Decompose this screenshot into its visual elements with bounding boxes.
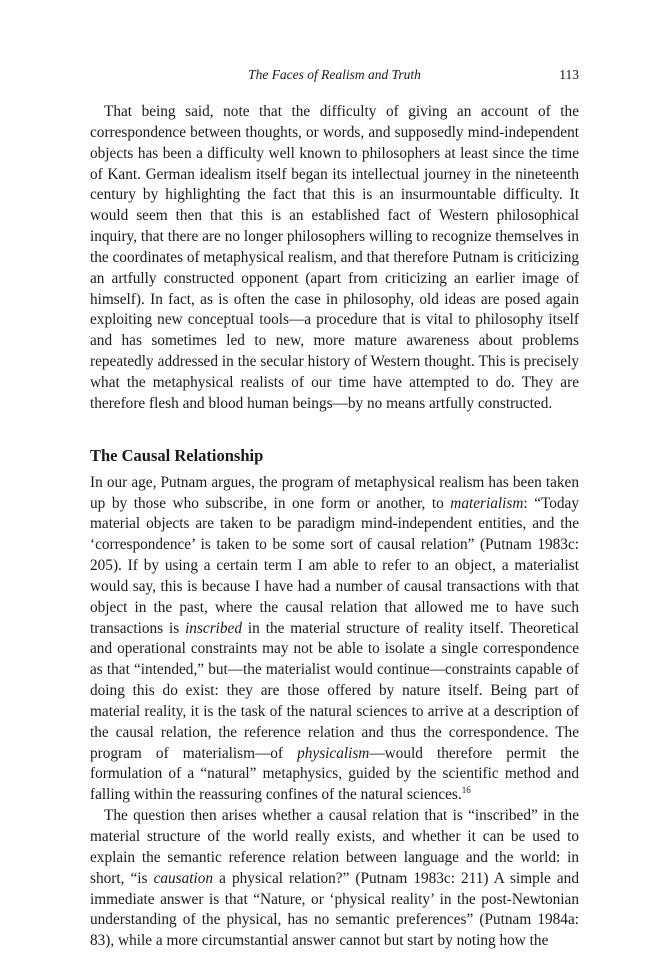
footnote-reference[interactable]: 16 <box>461 785 471 796</box>
section-heading: The Causal Relationship <box>90 445 264 465</box>
italic-term: materialism <box>450 494 524 512</box>
paragraph <box>90 473 579 807</box>
italic-term: physicalism <box>297 744 370 762</box>
running-head <box>90 64 579 86</box>
text-run: in the material structure of reality itself. Theoretical and operational constraints may not be able to isolate a single correspondence as that “intended,” but—the materialist would continue—constraints capable of doing this do exist: they are those offered by nature itself. Being part of material reality, it is the task of the natural sciences to arrive at a description of the causal relation, the reference relation and thus the correspondence. The program of materialism—of <box>90 619 579 762</box>
running-title: The Faces of Realism and Truth <box>248 67 421 82</box>
text-run: In our age, Putnam argues, the program of metaphysical realism has been taken up by those who subscribe, in one form or another, to <box>90 473 579 512</box>
page-number: 113 <box>559 67 579 82</box>
paragraph <box>90 806 579 952</box>
body-text <box>90 102 579 952</box>
book-page <box>90 64 579 952</box>
paragraph: That being said, note that the difficulty of giving an account of the correspondence between thoughts, or words, and supposedly mind-independent objects has been a difficulty well known to philosophers at least since the time of Kant. German idealism itself began its intellectual journey in the nineteenth century by highlighting the fact that this is an insurmountable difficulty. It would seem then that this is an established fact of Western philosophical inquiry, that there are no longer philosophers willing to recognize themselves in the coordinates of metaphysical realism, and that therefore Putnam is criticizing an artfully constructed opponent (apart from criticizing an earlier image of himself). In fact, as is often the case in philosophy, old ideas are posed again exploiting new conceptual tools—a procedure that is vital to philosophy itself and has sometimes led to new, more mature awareness about problems repeatedly addressed in the secular history of Western thought. This is precisely what the metaphysical realists of our time have attempted to do. They are therefore flesh and blood human beings—by no means artfully constructed. <box>90 103 579 412</box>
italic-term: causation <box>153 869 214 887</box>
text-run: —would therefore permit the formulation of a “natural” metaphysics, guided by the scientific method and falling within the reassuring confines of the natural sciences. <box>90 744 579 804</box>
italic-term: inscribed <box>185 619 242 637</box>
text-run: a physical relation?” (Putnam 1983c: 211) A simple and immediate answer is that “Nature, or ‘physical reality’ in the post-Newtonian understanding of the physical, has no semantic preferences” (Putnam 1984a: 83), while a more circumstantial answer cannot but start by noting how the <box>90 869 579 950</box>
text-run: The question then arises whether a causal relation that is “inscribed” in the material structure of the world really exists, and whether it can be used to explain the semantic reference relation between language and the world: in short, “is <box>90 807 579 887</box>
text-run: : “Today material objects are taken to be paradigm mind-independent entities, and the ‘correspondence’ is taken to be some sort of causal relation” (Putnam 1983c: 205). If by using a certain term I am able to refer to an object, a materialist would say, this is because I have had a number of causal transactions with that object in the past, where the causal relation that allowed me to have such transactions is <box>90 494 579 637</box>
